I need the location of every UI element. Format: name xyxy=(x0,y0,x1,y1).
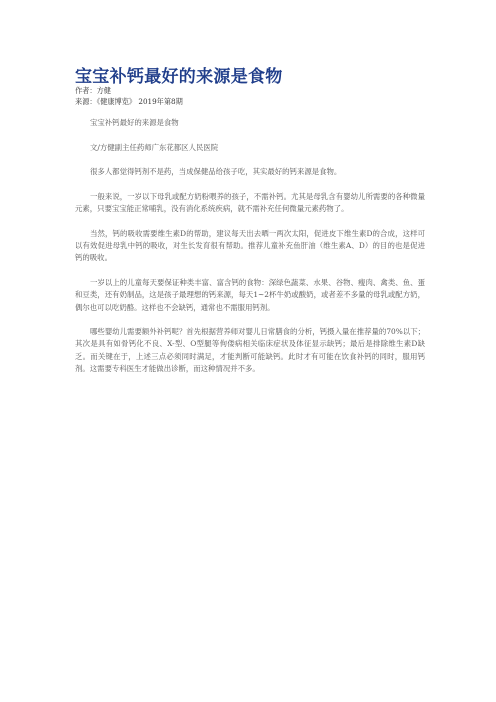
subtitle-paragraph: 宝宝补钙最好的来源是食物 xyxy=(90,118,179,127)
byline-paragraph: 文/方健副主任药师广东花都区人民医院 xyxy=(90,142,219,152)
body-paragraph: 哪些婴幼儿需要额外补钙呢？首先根据营养师对婴儿日常膳食的分析，钙摄入量在推荐量的70%以下；其次是具有如骨钙化不良、X-型、O型腿等佝偻病相关临床症状及体征显示缺钙；最后是排除维生素D缺乏。而关键在于，上述三点必须同时满足，才能判断可能缺钙。此时才有可能在饮食补钙的同时，服用钙剂。这需要专科医生才能做出诊断，而这种情况并不多。 xyxy=(75,327,425,373)
body-paragraph: 一般来说，一岁以下母乳或配方奶粉喂养的孩子，不需补钙。尤其是母乳含有婴幼儿所需要的各种微量元素，只要宝宝能正常哺乳，没有消化系统疾病，就不需补充任何微量元素药物了。 xyxy=(75,192,425,214)
article-body xyxy=(75,117,425,387)
article-title: 宝宝补钙最好的来源是食物 xyxy=(75,67,283,87)
body-paragraph: 很多人都觉得钙剂不是药，当成保健品给孩子吃，其实最好的钙来源是食物。 xyxy=(90,167,342,177)
source-line: 来源：《健康博览》 2019年第8期 xyxy=(75,97,183,106)
body-paragraph: 当然，钙的吸收需要维生素D的帮助，建议每天出去晒一两次太阳，促进皮下维生素D的合成，这样可以有效促进母乳中钙的吸收，对生长发育很有帮助。推荐儿童补充鱼肝油（维生素A、D）的目的也是促进钙的吸收。 xyxy=(75,229,425,263)
body-paragraph: 一岁以上的儿童每天要保证种类丰富、富含钙的食物：深绿色蔬菜、水果、谷物、瘦肉、禽类、鱼、蛋和豆类，还有奶制品，这是孩子最理想的钙来源，每天1~2杯牛奶或酸奶，或者差不多量的母乳或配方奶，偶尔也可以吃奶酪。这样也不会缺钙，通常也不需服用钙剂。 xyxy=(75,278,425,312)
author-line: 作者：方健 xyxy=(75,86,111,95)
